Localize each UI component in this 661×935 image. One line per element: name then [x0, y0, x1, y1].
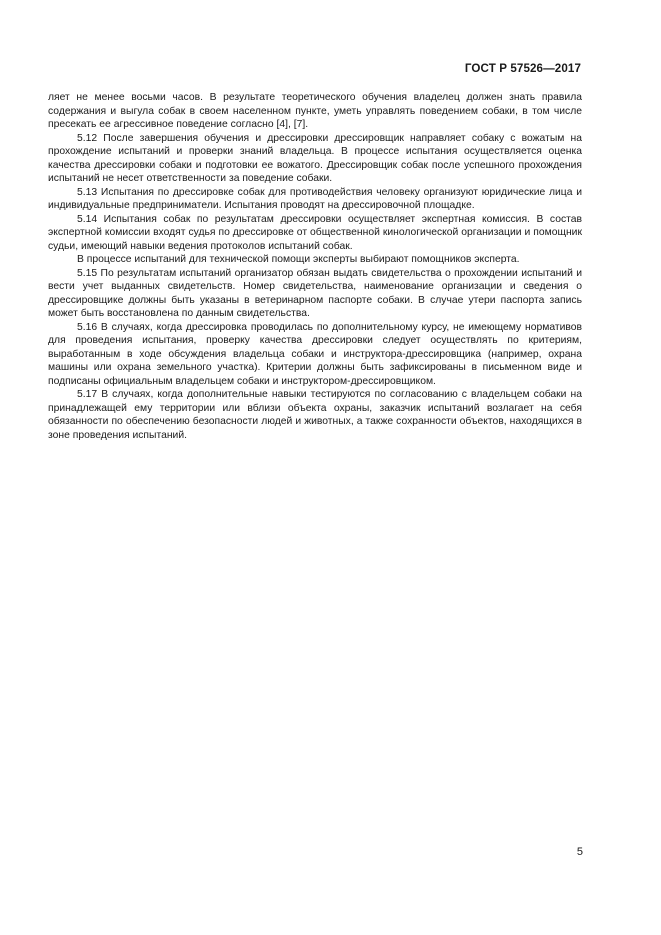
paragraph-5-16: 5.16 В случаях, когда дрессировка проводилась по дополнительному курсу, не имеющему нормативов для проведения испытания, проверку качества дрессировки следует осуществлять по критериям, выработанным в ходе обсуждения владельца собаки и инструктора-дрессировщика (например, охрана машины или охрана земельного участка). Критерии должны быть зафиксированы в письменном виде и подписаны официальным владельцем собаки и инструктором-дрессировщиком. [48, 321, 582, 387]
paragraph-5-14-note: В процессе испытаний для технической помощи эксперты выбирают помощников эксперта. [77, 254, 520, 265]
document-body [48, 91, 582, 442]
paragraph-5-17: 5.17 В случаях, когда дополнительные навыки тестируются по согласованию с владельцем собаки на принадлежащей ему территории или вблизи объекта охраны, заказчик испытаний возлагает на себя обязанности по обеспечению безопасности людей и животных, а также сохранности объектов, находящихся в зоне проведения испытаний. [48, 389, 582, 441]
paragraph-5-15: 5.15 По результатам испытаний организатор обязан выдать свидетельства о прохождении испытаний и вести учет выданных свидетельств. Номер свидетельства, наименование организации и сведения о дрессировщике должны быть указаны в ветеринарном паспорте собаки. В случае утери паспорта запись может быть восстановлена по данным свидетельства. [48, 267, 582, 319]
document-code: ГОСТ Р 57526—2017 [464, 62, 581, 75]
paragraph-5-14: 5.14 Испытания собак по результатам дрессировки осуществляет экспертная комиссия. В состав экспертной комиссии входят судья по дрессировке от общественной кинологической организации и помощник судьи, имеющий навыки ведения протоколов испытаний собак. [48, 213, 582, 252]
paragraph-5-13: 5.13 Испытания по дрессировке собак для противодействия человеку организуют юридические лица и индивидуальные предприниматели. Испытания проводят на дрессировочной площадке. [48, 186, 582, 211]
paragraph-continuation: ляет не менее восьми часов. В результате теоретического обучения владелец должен знать правила содержания и выгула собак в своем населенном пункте, уметь управлять поведением собаки, в том числе пресекать ее агрессивное поведение согласно [4], [7]. [48, 92, 582, 130]
paragraph-5-12: 5.12 После завершения обучения и дрессировки дрессировщик направляет собаку с вожатым на прохождение испытаний и проверки знаний владельца. В процессе испытания осуществляется оценка качества дрессировки собаки и подготовки ее вожатого. Дрессировщик собак после успешного прохождения испытаний не несет ответственности за поведение собаки. [48, 132, 582, 184]
page-number: 5 [576, 846, 583, 858]
